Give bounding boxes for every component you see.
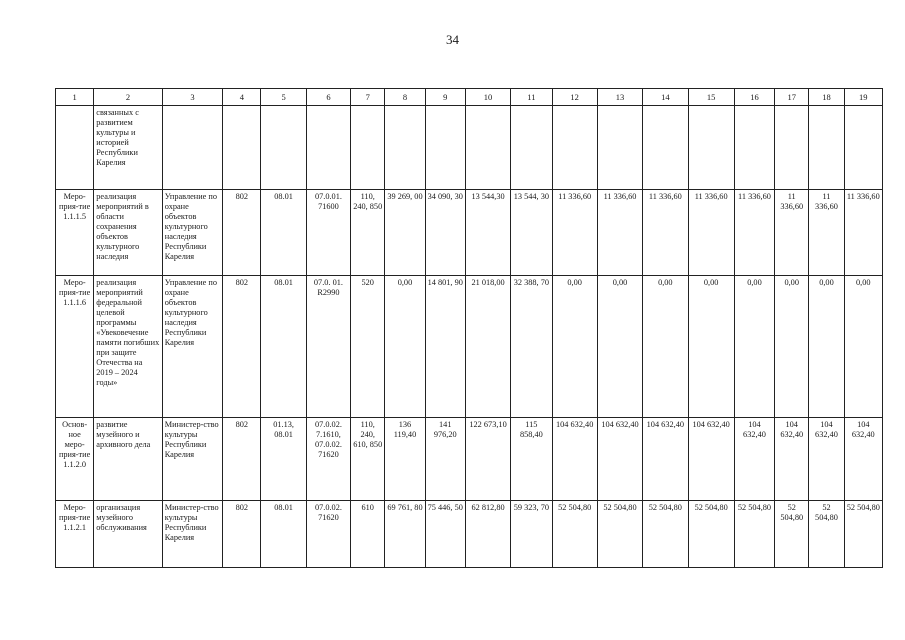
table-cell: 0,00: [597, 276, 642, 418]
table-cell: 07.0.02. 7.1610, 07.0.02. 71620: [306, 418, 350, 501]
table-cell: [552, 106, 597, 190]
table-cell: 52 504,80: [775, 501, 809, 568]
table-cell: [809, 106, 844, 190]
table-cell: [597, 106, 642, 190]
table-cell: 802: [223, 190, 261, 276]
table-row: [56, 190, 883, 276]
table-cell: 104 632,40: [688, 418, 734, 501]
column-header: 16: [734, 89, 774, 106]
column-header: 6: [306, 89, 350, 106]
table-cell: 52 504,80: [734, 501, 774, 568]
table-cell: 0,00: [775, 276, 809, 418]
table-cell: 104 632,40: [844, 418, 882, 501]
table-cell: 610: [351, 501, 385, 568]
table-cell: реализация мероприятий федеральной целевой программы «Увековечение памяти погибших при защите Отечества на 2019 – 2024 годы»: [94, 276, 162, 418]
table-cell: Меро-прия-тие 1.1.1.5: [56, 190, 94, 276]
table-cell: 08.01: [261, 276, 306, 418]
table-cell: 0,00: [688, 276, 734, 418]
table-cell: Меро-прия-тие 1.1.2.1: [56, 501, 94, 568]
column-header: 9: [425, 89, 465, 106]
table-cell: 11 336,60: [775, 190, 809, 276]
table-cell: [775, 106, 809, 190]
table-cell: [306, 106, 350, 190]
column-header: 17: [775, 89, 809, 106]
table-cell: 104 632,40: [809, 418, 844, 501]
table-cell: связанных с развитием культуры и историей Республики Карелия: [94, 106, 162, 190]
column-header: 5: [261, 89, 306, 106]
table-cell: 07.0.02. 71620: [306, 501, 350, 568]
table-cell: 0,00: [643, 276, 688, 418]
table-cell: 104 632,40: [552, 418, 597, 501]
table-cell: организация музейного обслуживания: [94, 501, 162, 568]
table-cell: 75 446, 50: [425, 501, 465, 568]
table-cell: 21 018,00: [465, 276, 510, 418]
table-cell: реализация мероприятий в области сохранения объектов культурного наследия: [94, 190, 162, 276]
table-cell: 08.01: [261, 501, 306, 568]
table-cell: 39 269, 00: [385, 190, 425, 276]
table-cell: 62 812,80: [465, 501, 510, 568]
column-header: 12: [552, 89, 597, 106]
table-cell: [351, 106, 385, 190]
column-header: 2: [94, 89, 162, 106]
table-cell: 104 632,40: [734, 418, 774, 501]
budget-table: [55, 88, 883, 568]
table-cell: 11 336,60: [844, 190, 882, 276]
table-row: [56, 418, 883, 501]
table-cell: 802: [223, 418, 261, 501]
table-cell: [162, 106, 222, 190]
table-cell: [844, 106, 882, 190]
column-header: 15: [688, 89, 734, 106]
column-header: 11: [511, 89, 552, 106]
table-cell: 07.0. 01. R2990: [306, 276, 350, 418]
table-cell: 52 504,80: [844, 501, 882, 568]
table-cell: 141 976,20: [425, 418, 465, 501]
table-cell: [465, 106, 510, 190]
table-cell: [223, 106, 261, 190]
table-cell: 13 544, 30: [511, 190, 552, 276]
table-cell: 11 336,60: [643, 190, 688, 276]
table-cell: развитие музейного и архивного дела: [94, 418, 162, 501]
table-cell: 0,00: [844, 276, 882, 418]
column-header: 13: [597, 89, 642, 106]
column-header: 8: [385, 89, 425, 106]
column-header: 3: [162, 89, 222, 106]
table-cell: 520: [351, 276, 385, 418]
table-row: [56, 106, 883, 190]
table-cell: [261, 106, 306, 190]
column-header: 18: [809, 89, 844, 106]
table-cell: 52 504,80: [552, 501, 597, 568]
table-cell: Министер-ство культуры Республики Карелия: [162, 501, 222, 568]
table-cell: Управление по охране объектов культурного наследия Республики Карелия: [162, 276, 222, 418]
table-cell: 104 632,40: [643, 418, 688, 501]
table-cell: 52 504,80: [809, 501, 844, 568]
table-cell: 104 632,40: [775, 418, 809, 501]
table-cell: 136 119,40: [385, 418, 425, 501]
table-cell: 802: [223, 501, 261, 568]
table-cell: [511, 106, 552, 190]
table-cell: [688, 106, 734, 190]
table-cell: 110, 240, 610, 850: [351, 418, 385, 501]
table-cell: [734, 106, 774, 190]
table-cell: 11 336,60: [597, 190, 642, 276]
column-header: 19: [844, 89, 882, 106]
table-cell: 52 504,80: [643, 501, 688, 568]
table-cell: 07.0.01. 71600: [306, 190, 350, 276]
page-number: 34: [446, 32, 459, 47]
table-cell: 69 761, 80: [385, 501, 425, 568]
table-cell: 104 632,40: [597, 418, 642, 501]
table-cell: 52 504,80: [597, 501, 642, 568]
table-cell: 14 801, 90: [425, 276, 465, 418]
header-row: [56, 89, 883, 106]
table-row: [56, 501, 883, 568]
column-header: 4: [223, 89, 261, 106]
table-cell: 32 388, 70: [511, 276, 552, 418]
table-cell: 110, 240, 850: [351, 190, 385, 276]
table-cell: 0,00: [809, 276, 844, 418]
table-cell: 13 544,30: [465, 190, 510, 276]
table-cell: 01.13, 08.01: [261, 418, 306, 501]
table-cell: 115 858,40: [511, 418, 552, 501]
table-cell: 52 504,80: [688, 501, 734, 568]
table-cell: 0,00: [552, 276, 597, 418]
table-row: [56, 276, 883, 418]
column-header: 10: [465, 89, 510, 106]
table-cell: 11 336,60: [688, 190, 734, 276]
table-cell: 59 323, 70: [511, 501, 552, 568]
table-cell: 802: [223, 276, 261, 418]
table-cell: Основ-ное меро-прия-тие 1.1.2.0: [56, 418, 94, 501]
table-cell: Меро-прия-тие 1.1.1.6: [56, 276, 94, 418]
column-header: 7: [351, 89, 385, 106]
table-cell: 0,00: [734, 276, 774, 418]
table-cell: 11 336,60: [734, 190, 774, 276]
table-cell: 11 336,60: [552, 190, 597, 276]
table-cell: 0,00: [385, 276, 425, 418]
column-header: 1: [56, 89, 94, 106]
table-cell: [643, 106, 688, 190]
table-cell: [385, 106, 425, 190]
table-cell: 34 090, 30: [425, 190, 465, 276]
column-header: 14: [643, 89, 688, 106]
table-cell: 08.01: [261, 190, 306, 276]
table-cell: [56, 106, 94, 190]
table-cell: 122 673,10: [465, 418, 510, 501]
table-cell: Управление по охране объектов культурного наследия Республики Карелия: [162, 190, 222, 276]
table-cell: [425, 106, 465, 190]
table-cell: 11 336,60: [809, 190, 844, 276]
table-cell: Министер-ство культуры Республики Карелия: [162, 418, 222, 501]
